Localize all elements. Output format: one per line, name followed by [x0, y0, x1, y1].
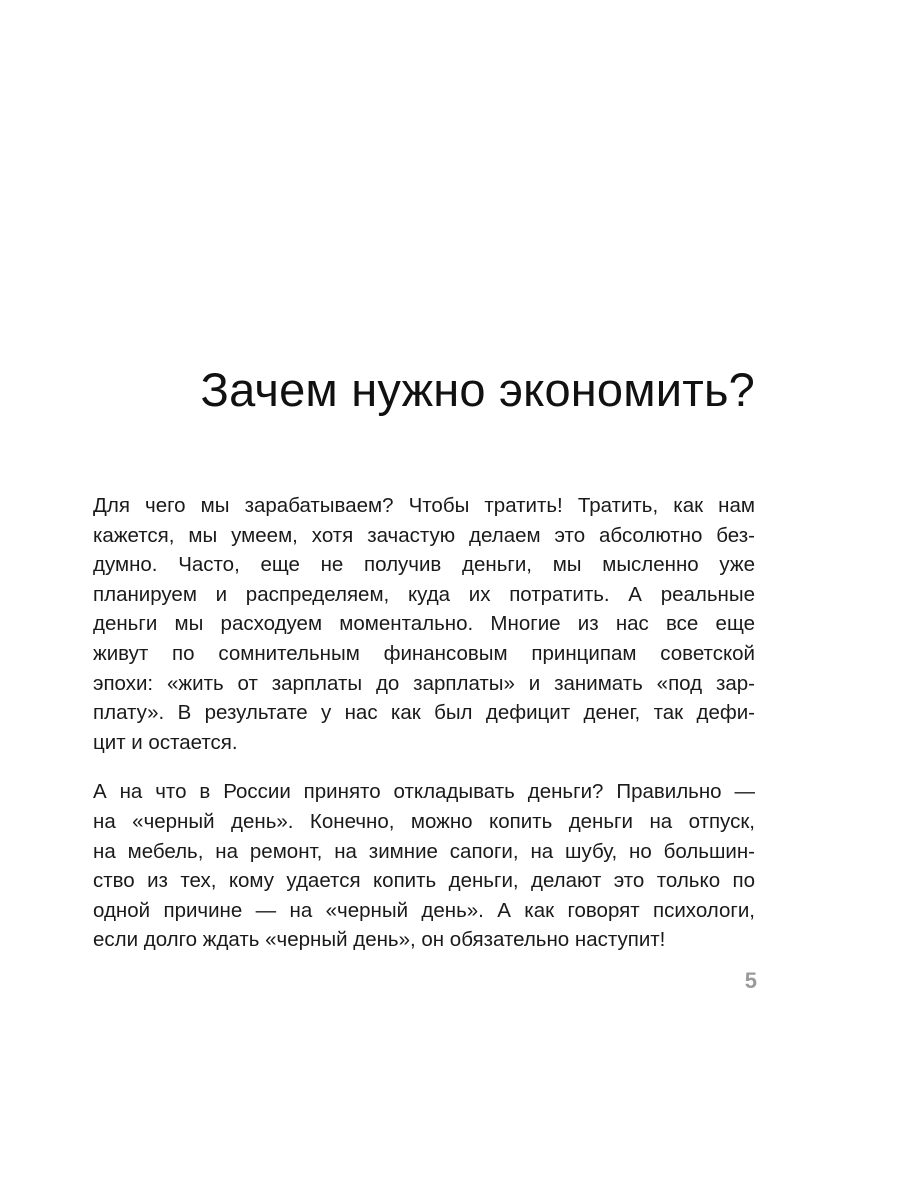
chapter-title: Зачем нужно экономить?	[200, 363, 755, 416]
text-line: на «черный день». Конечно, можно копить деньги на отпуск,	[93, 809, 755, 833]
text-line: если долго ждать «черный день», он обязательно наступит!	[93, 928, 666, 952]
text-line: А на что в России принято откладывать деньги? Правильно —	[93, 780, 755, 804]
text-line: Для чего мы зарабатываем? Чтобы тратить! Тратить, как нам	[93, 494, 755, 517]
text-line: ство из тех, кому удается копить деньги, делают это только по	[93, 869, 755, 893]
text-line: плату». В результате у нас как был дефицит денег, так дефи-	[93, 701, 755, 725]
text-line: деньги мы расходуем моментально. Многие из нас все еще	[93, 612, 755, 636]
text-line: думно. Часто, еще не получив деньги, мы мысленно уже	[93, 553, 755, 577]
text-line: кажется, мы умеем, хотя зачастую делаем это абсолютно без-	[93, 523, 755, 547]
text-line: цит и остается.	[93, 730, 238, 754]
page-number: 5	[744, 968, 757, 993]
text-line: эпохи: «жить от зарплаты до зарплаты» и занимать «под зар-	[93, 671, 755, 695]
paragraph-1	[93, 491, 755, 757]
text-line: планируем и распределяем, куда их потратить. А реальные	[93, 582, 755, 606]
text-line: на мебель, на ремонт, на зимние сапоги, на шубу, но большин-	[93, 839, 755, 863]
paragraph-2	[93, 777, 755, 955]
text-line: живут по сомнительным финансовым принципам советской	[93, 641, 755, 665]
body-text	[93, 491, 755, 975]
text-line: одной причине — на «черный день». А как говорят психологи,	[93, 898, 755, 922]
